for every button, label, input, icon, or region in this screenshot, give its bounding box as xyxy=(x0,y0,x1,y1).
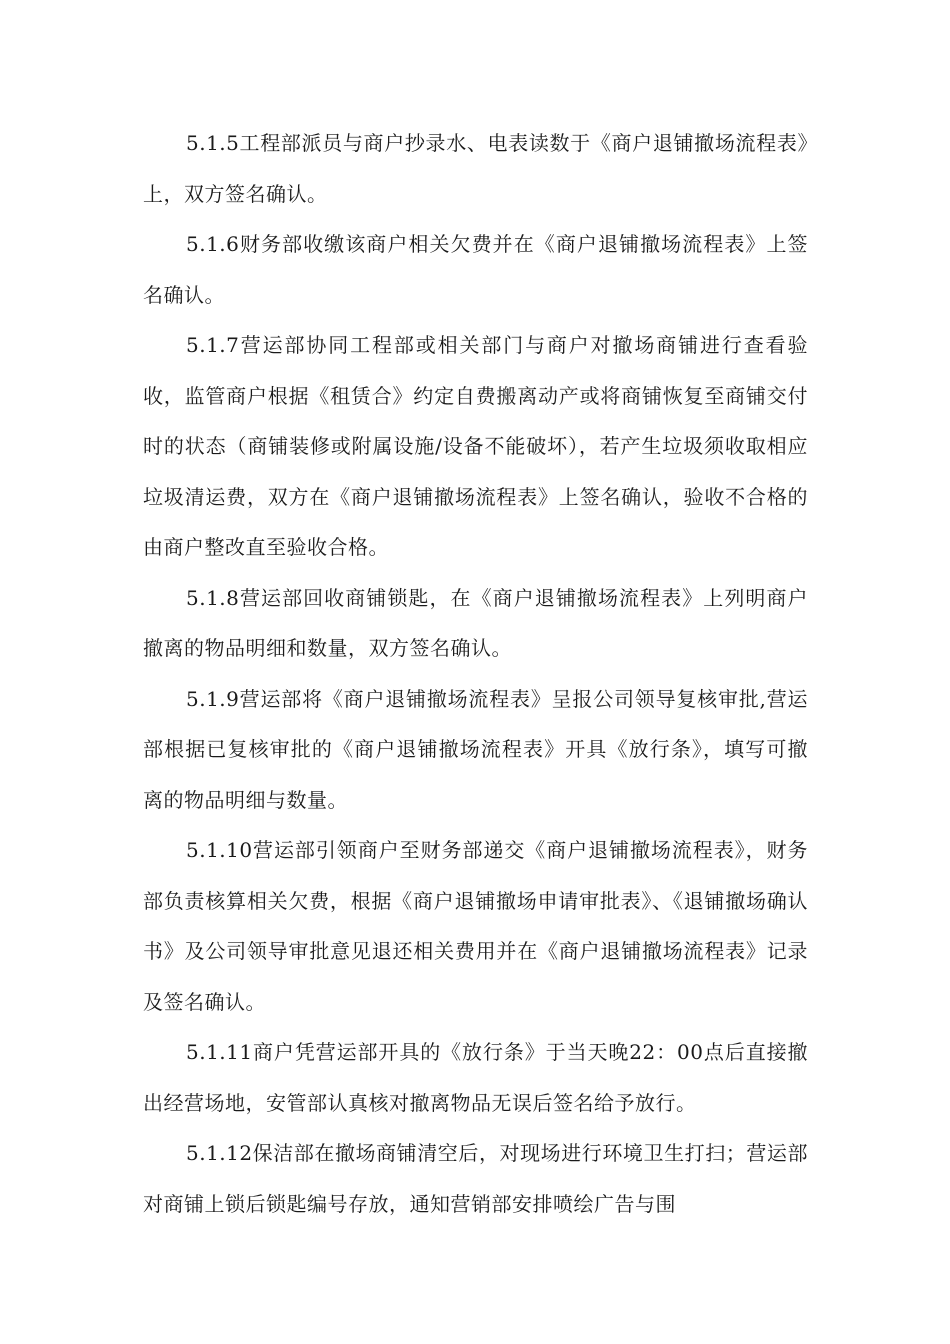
paragraph-5-1-10: 5.1.10营运部引领商户至财务部递交《商户退铺撤场流程表》，财务部负责核算相关欠费，根据《商户退铺撤场申请审批表》、《退铺撤场确认书》及公司领导审批意见退还相关费用并在《商户退铺撤场流程表》记录及签名确认。 xyxy=(143,838,808,1014)
document-body xyxy=(143,118,808,1229)
paragraph-5-1-9: 5.1.9营运部将《商户退铺撤场流程表》呈报公司领导复核审批,营运部根据已复核审批的《商户退铺撤场流程表》开具《放行条》，填写可撤离的物品明细与数量。 xyxy=(143,686,808,812)
paragraph-5-1-12: 5.1.12保洁部在撤场商铺清空后，对现场进行环境卫生打扫；营运部对商铺上锁后锁匙编号存放，通知营销部安排喷绘广告与围 xyxy=(143,1141,808,1216)
paragraph-5-1-8: 5.1.8营运部回收商铺锁匙，在《商户退铺撤场流程表》上列明商户撤离的物品明细和数量，双方签名确认。 xyxy=(143,585,808,660)
paragraph-5-1-11: 5.1.11商户凭营运部开具的《放行条》于当天晚22：00点后直接撤出经营场地，安管部认真核对撤离物品无误后签名给予放行。 xyxy=(143,1040,808,1115)
paragraph-5-1-6: 5.1.6财务部收缴该商户相关欠费并在《商户退铺撤场流程表》上签名确认。 xyxy=(143,232,808,307)
paragraph-5-1-7: 5.1.7营运部协同工程部或相关部门与商户对撤场商铺进行查看验收，监管商户根据《租赁合》约定自费搬离动产或将商铺恢复至商铺交付时的状态（商铺装修或附属设施/设备不能破坏），若产生垃圾须收取相应垃圾清运费，双方在《商户退铺撤场流程表》上签名确认，验收不合格的由商户整改直至验收合格。 xyxy=(143,333,808,559)
paragraph-5-1-5: 5.1.5工程部派员与商户抄录水、电表读数于《商户退铺撤场流程表》上，双方签名确认。 xyxy=(143,131,808,206)
